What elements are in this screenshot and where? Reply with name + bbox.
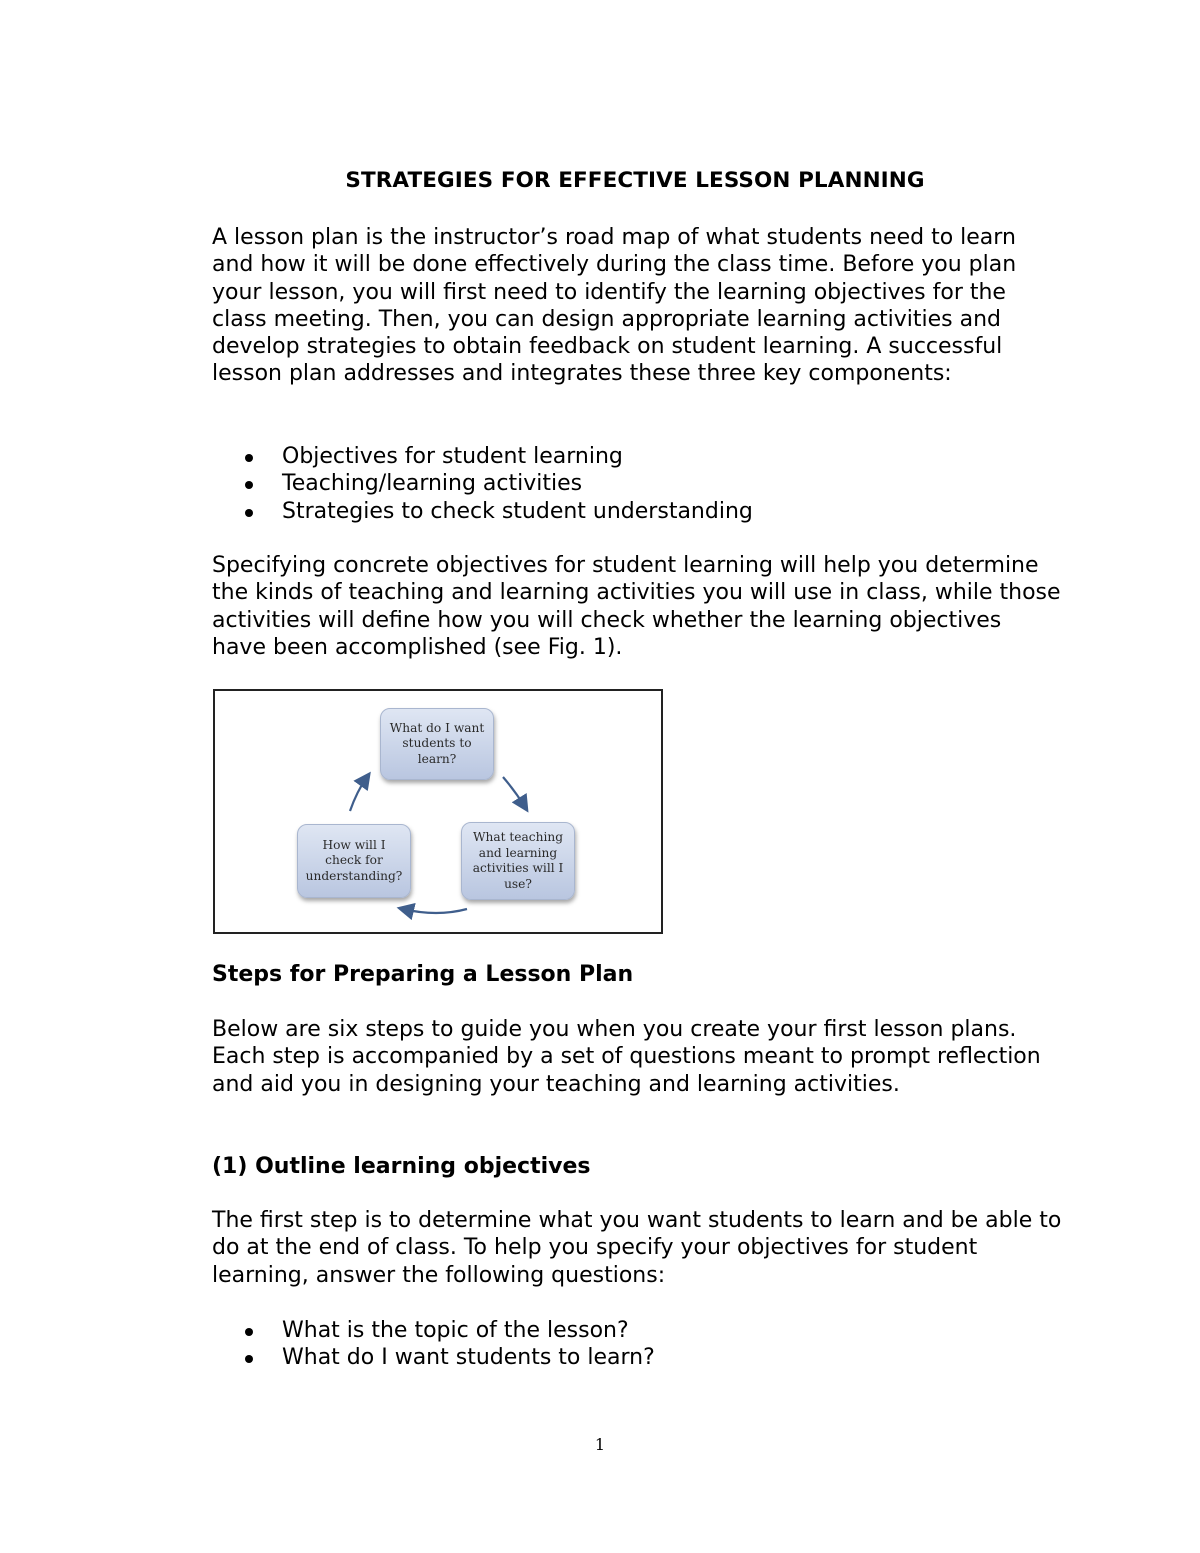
step1-questions-list — [212, 1317, 655, 1372]
list-item: Strategies to check student understanding — [212, 498, 753, 525]
box-what-to-learn: What do I want students to learn? — [380, 708, 494, 780]
box-check-understanding: How will I check for understanding? — [297, 824, 411, 898]
step1-heading: (1) Outline learning objectives — [212, 1154, 591, 1179]
bullet-icon — [245, 509, 253, 517]
arrow-left-to-top — [350, 777, 367, 811]
bullet-icon — [245, 454, 253, 462]
intro-paragraph: A lesson plan is the instructor’s road map of what students need to learn and how it will be done effectively during the class time. Before you plan your lesson, you will first need to identify the learning objectives for the class meeting. Then, you can design appropriate learning activities and develop strategies to obtain feedback on student learning. A successful lesson plan addresses and integrates these three key components: — [212, 225, 1017, 387]
list-item: Teaching/learning activities — [212, 470, 753, 497]
box-teaching-activities: What teaching and learning activities will I use? — [461, 822, 575, 900]
lesson-cycle-figure — [213, 689, 663, 934]
arrow-top-to-right — [503, 777, 525, 807]
objectives-paragraph: Specifying concrete objectives for student learning will help you determine the kinds of teaching and learning activities you will use in class, while those activities will define how you will check whether the learning objectives have been accomplished (see Fig. 1). — [212, 553, 1061, 660]
document-title: STRATEGIES FOR EFFECTIVE LESSON PLANNING — [345, 168, 925, 193]
steps-heading: Steps for Preparing a Lesson Plan — [212, 962, 634, 987]
components-list — [212, 443, 753, 525]
bullet-icon — [245, 1328, 253, 1336]
page-number: 1 — [594, 1435, 606, 1454]
list-item: Objectives for student learning — [212, 443, 753, 470]
bullet-icon — [245, 1355, 253, 1363]
list-item: What do I want students to learn? — [212, 1344, 655, 1371]
steps-intro-paragraph: Below are six steps to guide you when you create your first lesson plans. Each step is accompanied by a set of questions meant to prompt reflection and aid you in designing your teaching and learning activities. — [212, 1017, 1041, 1097]
step1-paragraph: The first step is to determine what you want students to learn and be able to do at the end of class. To help you specify your objectives for student learning, answer the following questions: — [212, 1208, 1062, 1288]
bullet-icon — [245, 481, 253, 489]
arrow-right-to-left — [403, 909, 467, 913]
list-item: What is the topic of the lesson? — [212, 1317, 655, 1344]
